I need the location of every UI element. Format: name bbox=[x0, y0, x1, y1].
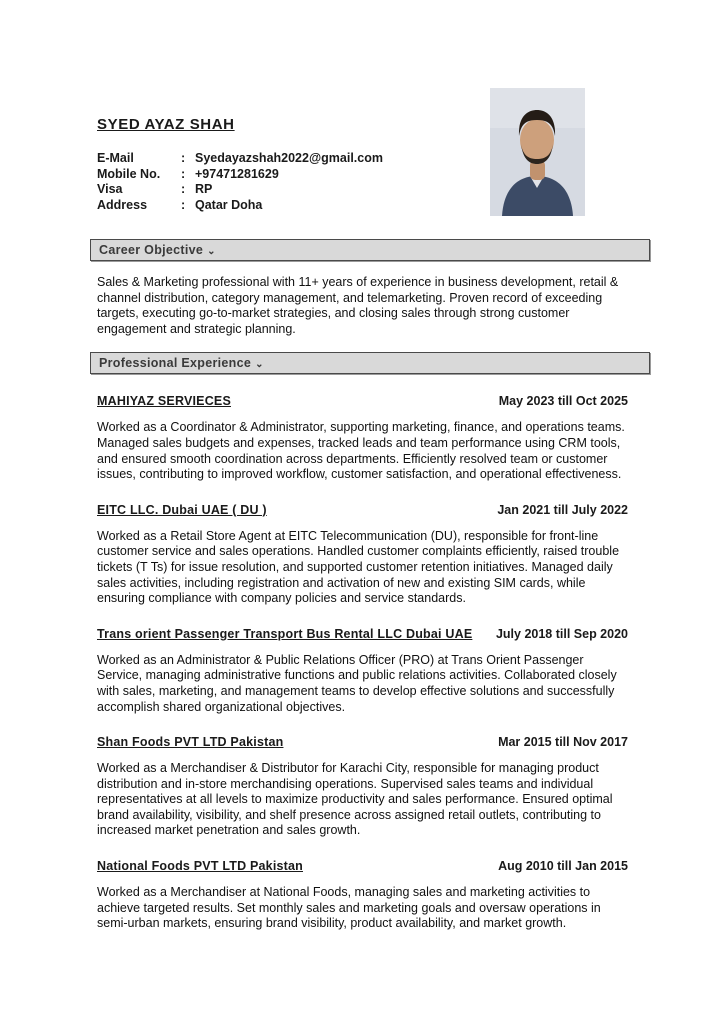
career-objective-text: Sales & Marketing professional with 11+ years of experience in business development, retail & channel distribution, category management, and telemarketing. Proven record of exceeding targets, executing go-to-market strategies, and closing sales through strong customer engagement and strategic planning. bbox=[97, 275, 619, 336]
section-header-professional-experience bbox=[90, 352, 650, 374]
job-company: Shan Foods PVT LTD Pakistan bbox=[97, 735, 284, 750]
job-company: Trans orient Passenger Transport Bus Rental LLC Dubai UAE bbox=[97, 626, 473, 641]
job-company: MAHIYAZ SERVIECES bbox=[97, 394, 231, 409]
contact-mobile-value: +97471281629 bbox=[195, 166, 279, 181]
chevron-down-icon: ⌄ bbox=[207, 246, 216, 257]
contact-row-address bbox=[97, 198, 628, 214]
job-dates: July 2018 till Sep 2020 bbox=[495, 626, 628, 641]
job-heading bbox=[97, 627, 628, 641]
job-company: National Foods PVT LTD Pakistan bbox=[97, 859, 303, 874]
job-description: Worked as a Merchandiser & Distributor for Karachi City, responsible for managing product distribution and in-store merchandising operations. Supervised sales teams and individual representatives at all levels to maximize productivity and sales performance. Ensured optimal brand availability, visibility, and shelf presence across assigned retail outlets, contributing to increased market penetration and sales growth. bbox=[97, 761, 613, 838]
job-dates: Mar 2015 till Nov 2017 bbox=[498, 735, 628, 750]
job-heading bbox=[97, 503, 628, 517]
job-dates: Jan 2021 till July 2022 bbox=[497, 502, 628, 517]
job-description: Worked as an Administrator & Public Relations Officer (PRO) at Trans Orient Passenger Service, managing administrative functions and public relations activities. Collaborated closely with sales, marketing, and management teams to develop effective solutions and successfully accomplish shared organizational objectives. bbox=[97, 652, 617, 714]
job-entry-national-foods bbox=[97, 859, 628, 932]
section-title: Career Objective bbox=[99, 243, 204, 257]
section-title: Professional Experience bbox=[99, 356, 252, 371]
job-description: Worked as a Retail Store Agent at EITC Telecommunication (DU), responsible for front-line customer service and sales operations. Handled customer complaints efficiently, raised trouble tickets (T Ts) for issue resolution, and supported customer retention initiatives. Managed daily sales activities, including registration and activation of new and existing SIM cards, while ensuring compliance with company policies and service standards. bbox=[97, 528, 620, 606]
contact-row-visa bbox=[97, 182, 628, 198]
contact-email-value: Syedayazshah2022@gmail.com bbox=[195, 151, 383, 165]
job-entry-eitc bbox=[97, 503, 628, 607]
job-heading bbox=[97, 859, 628, 873]
resume-content bbox=[97, 116, 628, 932]
contact-label: Visa bbox=[97, 182, 123, 196]
contact-row-mobile bbox=[97, 167, 628, 183]
job-heading bbox=[97, 735, 628, 749]
contact-visa-value: RP bbox=[195, 182, 213, 196]
contact-separator: : bbox=[181, 182, 186, 196]
contact-row-email bbox=[97, 151, 628, 167]
contact-separator: : bbox=[181, 166, 186, 181]
job-entry-transorient bbox=[97, 627, 628, 715]
job-description: Worked as a Merchandiser at National Foods, managing sales and marketing activities to achieve targeted results. Set monthly sales and marketing goals and oversaw operations in semi-urban markets, ensuring brand visibility, product availability, and market growth. bbox=[97, 885, 601, 931]
candidate-name: SYED AYAZ SHAH bbox=[97, 116, 235, 133]
contact-label: Address bbox=[97, 197, 148, 212]
contact-separator: : bbox=[181, 151, 186, 165]
job-description: Worked as a Coordinator & Administrator, supporting marketing, finance, and operations teams. Managed sales budgets and expenses, tracked leads and team performance using CRM tools, and ensured smooth coordination across departments. Efficiently resolved team or customer issues, contributing to improved workflow, customer satisfaction, and operational effectiveness. bbox=[97, 420, 625, 482]
contact-block bbox=[97, 151, 628, 213]
contact-label: Mobile No. bbox=[97, 166, 161, 181]
contact-label: E-Mail bbox=[97, 151, 134, 165]
job-company: EITC LLC. Dubai UAE ( DU ) bbox=[97, 502, 267, 517]
job-heading bbox=[97, 394, 628, 408]
section-header-career-objective bbox=[90, 239, 650, 261]
job-dates: Aug 2010 till Jan 2015 bbox=[498, 859, 628, 874]
job-dates: May 2023 till Oct 2025 bbox=[498, 394, 628, 409]
job-entry-shan-foods bbox=[97, 735, 628, 839]
chevron-down-icon: ⌄ bbox=[255, 359, 264, 371]
contact-address-value: Qatar Doha bbox=[195, 197, 263, 212]
contact-separator: : bbox=[181, 197, 186, 212]
job-entry-mahiyaz bbox=[97, 394, 628, 482]
